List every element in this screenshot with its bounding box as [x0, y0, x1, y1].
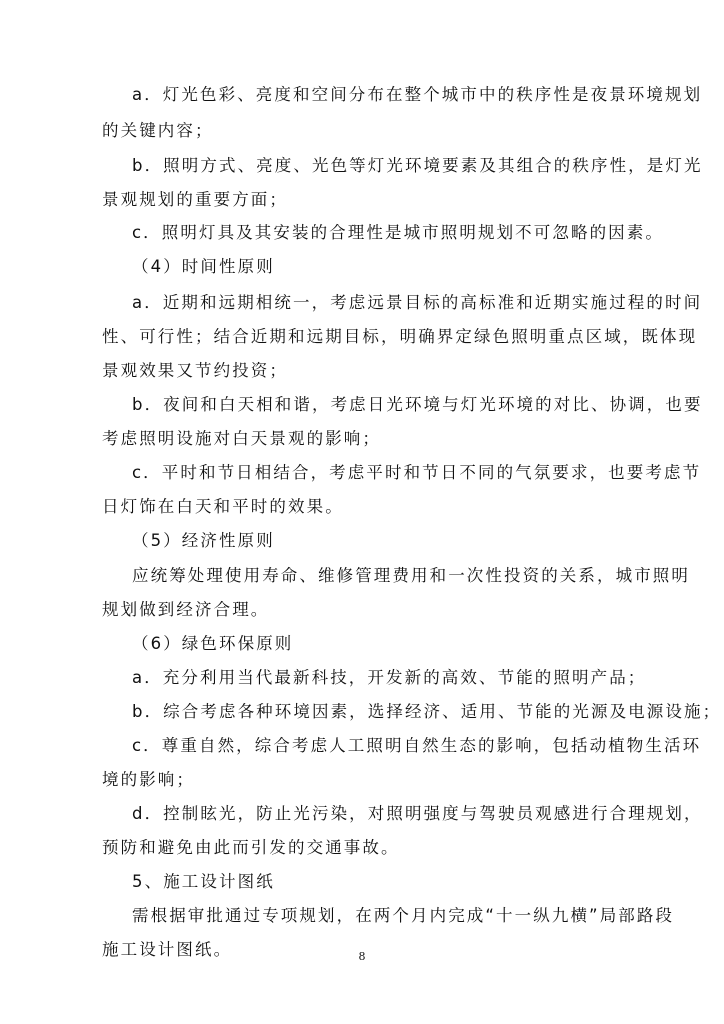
paragraph-line: 的关键内容； — [102, 121, 214, 140]
paragraph-line: c．尊重自然，综合考虑人工照明自然生态的影响，包括动植物生活环 — [132, 736, 702, 755]
section-heading: （6）绿色环保原则 — [132, 634, 294, 653]
paragraph-line: a．充分利用当代最新科技，开发新的高效、节能的照明产品； — [132, 668, 647, 687]
paragraph-line: a．灯光色彩、亮度和空间分布在整个城市中的秩序性是夜景环境规划 — [132, 85, 703, 104]
paragraph-line: 规划做到经济合理。 — [102, 600, 270, 619]
paragraph-line: 预防和避免由此而引发的交通事故。 — [102, 838, 400, 857]
section-heading: （5）经济性原则 — [132, 531, 275, 550]
paragraph-line: 施工设计图纸。 — [102, 940, 233, 959]
page-number: 8 — [358, 950, 366, 963]
paragraph-line: 景观效果又节约投资； — [102, 361, 288, 380]
section-heading: 5、施工设计图纸 — [132, 872, 275, 891]
paragraph-line: 境的影响； — [102, 770, 195, 789]
paragraph-line: 日灯饰在白天和平时的效果。 — [102, 497, 344, 516]
paragraph-line: c．平时和节日相结合，考虑平时和节日不同的气氛要求，也要考虑节 — [132, 463, 702, 482]
paragraph-line: c．照明灯具及其安装的合理性是城市照明规划不可忽略的因素。 — [132, 223, 664, 242]
paragraph-line: b．综合考虑各种环境因素，选择经济、适用、节能的光源及电源设施； — [132, 702, 722, 721]
paragraph-line: d．控制眩光，防止光污染，对照明强度与驾驶员观感进行合理规划， — [132, 804, 703, 823]
paragraph-line: 需根据审批通过专项规划，在两个月内完成“十一纵九横”局部路段 — [132, 906, 675, 925]
paragraph-line: 应统筹处理使用寿命、维修管理费用和一次性投资的关系，城市照明 — [132, 566, 690, 585]
paragraph-line: a．近期和远期相统一，考虑远景目标的高标准和近期实施过程的时间 — [132, 293, 703, 312]
paragraph-line: b．夜间和白天相和谐，考虑日光环境与灯光环境的对比、协调，也要 — [132, 395, 703, 414]
section-heading: （4）时间性原则 — [132, 257, 275, 276]
paragraph-line: 景观规划的重要方面； — [102, 190, 288, 209]
paragraph-line: b．照明方式、亮度、光色等灯光环境要素及其组合的秩序性，是灯光 — [132, 156, 703, 175]
paragraph-line: 性、可行性；结合近期和远期目标，明确界定绿色照明重点区域，既体现 — [102, 327, 698, 346]
paragraph-line: 考虑照明设施对白天景观的影响； — [102, 429, 381, 448]
